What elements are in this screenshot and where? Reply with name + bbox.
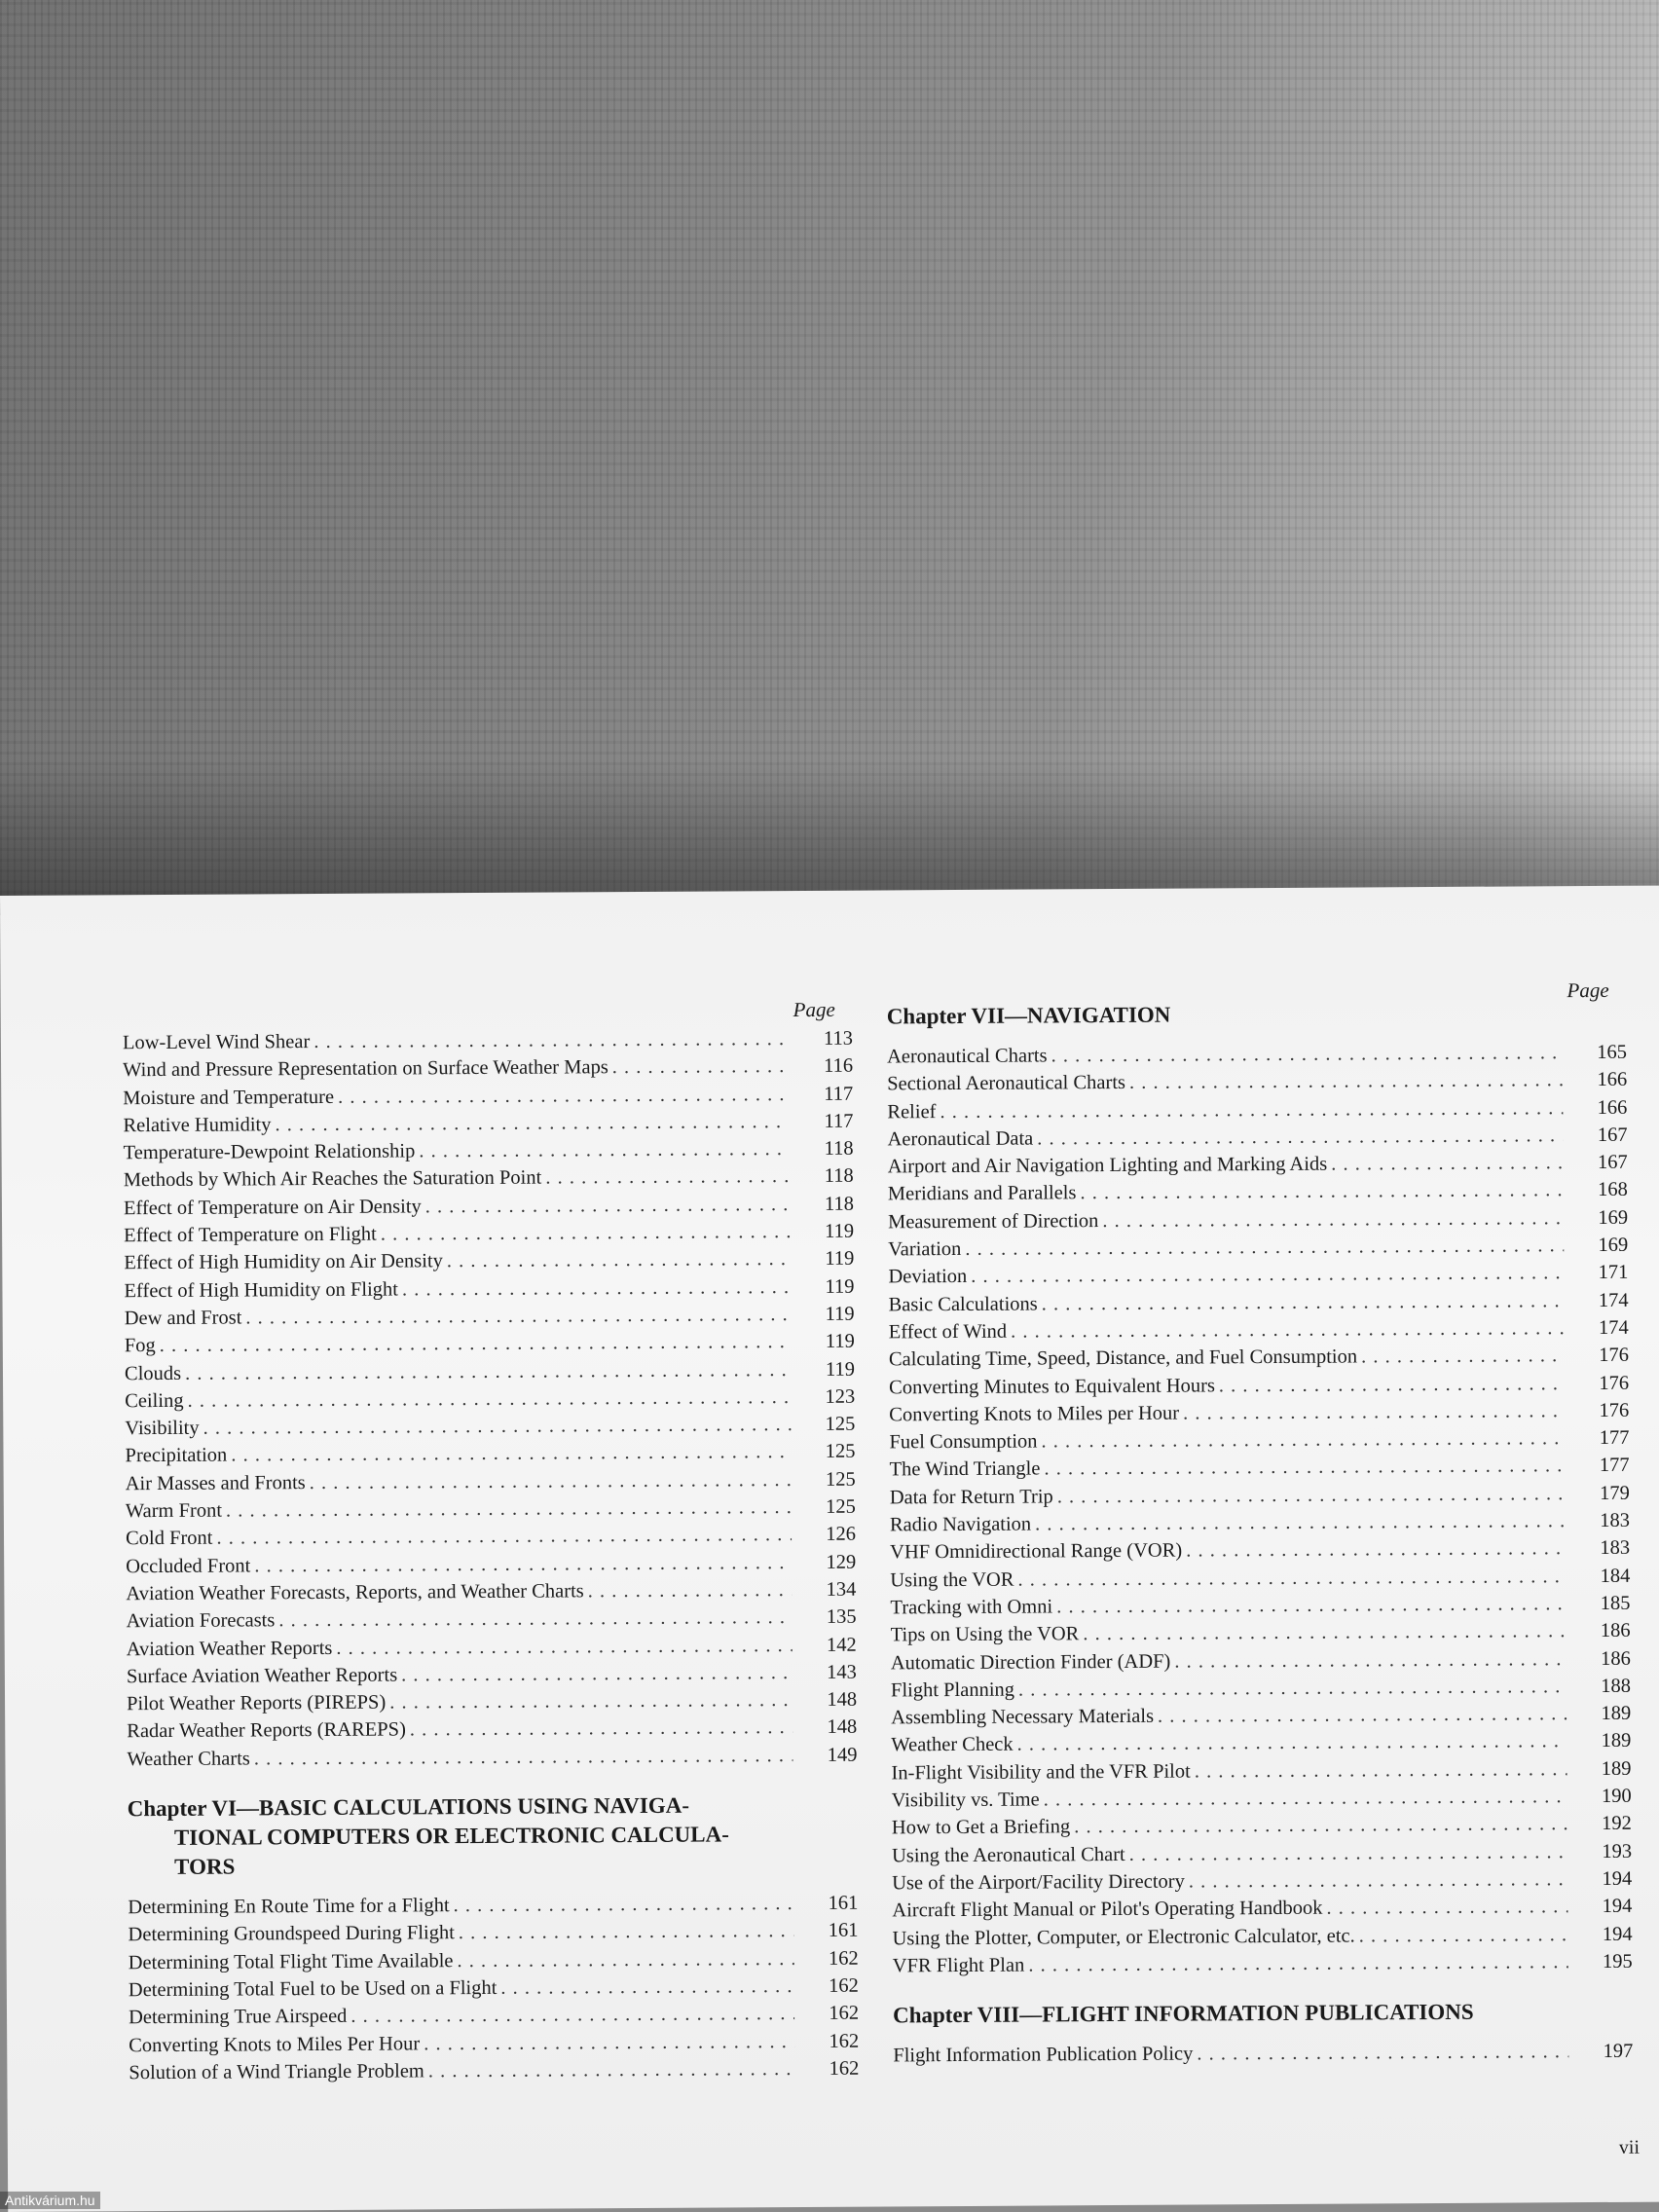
toc-entry	[127, 1741, 857, 1773]
toc-entry-page: 165	[1597, 1041, 1628, 1063]
page-column-header: Page	[1567, 977, 1609, 1003]
toc-entry-page: 194	[1602, 1867, 1633, 1890]
toc-entry-page: 125	[825, 1413, 856, 1435]
toc-entry-title: Effect of Temperature on Air Density	[123, 1196, 422, 1220]
toc-list-weather	[123, 1025, 858, 1774]
toc-entry-page: 195	[1602, 1950, 1633, 1972]
toc-entry	[123, 1080, 853, 1112]
toc-entry	[891, 1727, 1631, 1759]
toc-entry-page: 174	[1598, 1289, 1629, 1311]
toc-entry	[125, 1383, 855, 1416]
toc-entry-title: Determining Total Flight Time Available	[128, 1949, 454, 1973]
chapter-vii-heading: Chapter VII—NAVIGATION	[886, 1002, 1171, 1029]
toc-entry-title: Moisture and Temperature	[123, 1086, 335, 1109]
toc-entry	[892, 1783, 1632, 1815]
toc-entry-page: 177	[1599, 1426, 1630, 1450]
toc-entry	[891, 1700, 1631, 1732]
toc-entry-title: Meridians and Parallels	[887, 1182, 1077, 1205]
toc-entry-page: 125	[825, 1468, 856, 1491]
toc-entry-page: 188	[1601, 1675, 1632, 1697]
toc-entry	[887, 1093, 1627, 1125]
dot-leader	[1017, 1728, 1567, 1759]
dot-leader	[454, 1890, 794, 1919]
dot-leader	[1359, 1921, 1568, 1950]
toc-entry-page: 162	[829, 1974, 859, 1997]
toc-entry-title: Flight Planning	[890, 1678, 1015, 1702]
toc-entry-title: Tracking with Omni	[890, 1596, 1053, 1619]
toc-list-chapter-vii	[887, 1039, 1633, 1980]
dot-leader	[410, 1714, 793, 1744]
dot-leader	[338, 1081, 789, 1111]
toc-entry-title: VHF Omnidirectional Range (VOR)	[890, 1539, 1183, 1564]
toc-entry-page: 192	[1602, 1813, 1632, 1835]
toc-entry-page: 125	[826, 1495, 856, 1518]
dot-leader	[1037, 1122, 1563, 1153]
toc-entry	[123, 1052, 853, 1085]
toc-entry-page: 194	[1602, 1923, 1633, 1945]
toc-left-column	[123, 998, 860, 2087]
toc-entry	[893, 2038, 1633, 2070]
dot-leader	[612, 1052, 789, 1081]
toc-entry-title: Relative Humidity	[123, 1114, 272, 1137]
dot-leader	[1189, 1865, 1568, 1896]
dot-leader	[1051, 1039, 1563, 1070]
dot-leader	[1056, 1590, 1566, 1620]
toc-entry-page: 189	[1601, 1730, 1632, 1752]
toc-entry-title: Assembling Necessary Materials	[891, 1705, 1155, 1729]
toc-entry	[892, 1810, 1632, 1842]
toc-entry	[887, 1066, 1627, 1098]
toc-entry-title: Determining Groundspeed During Flight	[128, 1922, 455, 1946]
toc-entry-page: 171	[1598, 1262, 1629, 1284]
toc-entry-title: Flight Information Publication Policy	[893, 2043, 1194, 2067]
toc-entry	[126, 1548, 856, 1580]
toc-entry-title: Basic Calculations	[888, 1293, 1038, 1316]
toc-entry-page: 183	[1600, 1509, 1631, 1532]
toc-entry-title: Dew and Frost	[124, 1307, 242, 1330]
toc-entry	[129, 1944, 859, 1976]
toc-entry-title: How to Get a Briefing	[891, 1816, 1071, 1839]
dot-leader	[1326, 1893, 1567, 1922]
toc-entry	[123, 1108, 853, 1140]
toc-entry-title: Effect of Temperature on Flight	[124, 1223, 377, 1247]
toc-entry-title: Pilot Weather Reports (PIREPS)	[127, 1691, 387, 1715]
dot-leader	[1044, 1783, 1567, 1814]
dot-leader	[275, 1108, 789, 1139]
toc-entry-page: 143	[827, 1661, 857, 1683]
toc-entry	[128, 1890, 858, 1922]
dot-leader	[1044, 1453, 1565, 1484]
dot-leader	[419, 1135, 789, 1165]
toc-entry	[891, 1755, 1631, 1788]
toc-entry-title: Effect of High Humidity on Air Density	[124, 1250, 443, 1274]
toc-entry	[126, 1493, 856, 1526]
toc-entry-title: Relief	[887, 1100, 937, 1124]
page-column-header: Page	[793, 997, 835, 1022]
toc-entry-title: Aviation Weather Forecasts, Reports, and Weather Charts	[126, 1580, 584, 1605]
toc-entry	[129, 2000, 859, 2032]
dot-leader	[313, 1025, 789, 1055]
toc-entry	[129, 2054, 859, 2086]
toc-entry	[125, 1328, 855, 1360]
toc-entry	[123, 1025, 853, 1057]
toc-entry-title: In-Flight Visibility and the VFR Pilot	[891, 1760, 1191, 1785]
toc-entry	[124, 1190, 854, 1222]
toc-entry-page: 119	[825, 1330, 855, 1353]
toc-entry-page: 184	[1600, 1565, 1631, 1587]
dot-leader	[940, 1094, 1563, 1125]
dot-leader	[1080, 1177, 1564, 1207]
dot-leader	[1158, 1700, 1567, 1730]
toc-entry-title: Calculating Time, Speed, Distance, and Fuel Consumption	[888, 1346, 1358, 1371]
dot-leader	[1129, 1838, 1567, 1868]
toc-entry-title: Automatic Direction Finder (ADF)	[890, 1650, 1171, 1674]
dot-leader	[1183, 1397, 1565, 1427]
toc-entry	[125, 1438, 855, 1470]
toc-entry-page: 169	[1598, 1206, 1629, 1229]
toc-entry-page: 148	[827, 1688, 858, 1711]
dot-leader	[965, 1232, 1564, 1263]
toc-entry-title: Sectional Aeronautical Charts	[887, 1072, 1126, 1095]
toc-entry-title: Clouds	[124, 1362, 182, 1384]
dot-leader	[1331, 1149, 1564, 1178]
dot-leader	[402, 1273, 791, 1304]
dot-leader	[1074, 1810, 1567, 1840]
dot-leader	[428, 2055, 795, 2085]
toc-list-chapter-vi	[128, 1890, 859, 2087]
toc-entry-title: Converting Minutes to Equivalent Hours	[889, 1374, 1215, 1398]
toc-entry-title: Occluded Front	[126, 1555, 251, 1577]
dot-leader	[254, 1549, 792, 1580]
toc-entry	[128, 1917, 858, 1949]
toc-entry-page: 189	[1601, 1702, 1632, 1725]
toc-entry-page: 183	[1600, 1537, 1631, 1560]
toc-entry-page: 142	[826, 1634, 857, 1656]
toc-entry-page: 123	[825, 1385, 856, 1408]
toc-entry-title: Aircraft Flight Manual or Pilot's Operating Handbook	[892, 1897, 1323, 1922]
toc-entry-page: 177	[1599, 1455, 1630, 1477]
toc-entry	[125, 1301, 855, 1333]
toc-entry-title: Variation	[888, 1238, 962, 1261]
toc-entry-page: 194	[1602, 1895, 1633, 1918]
toc-entry-page: 176	[1599, 1345, 1629, 1367]
dot-leader	[545, 1163, 790, 1193]
toc-entry	[124, 1162, 854, 1195]
toc-entry-title: Fog	[124, 1335, 156, 1357]
dot-leader	[1219, 1370, 1565, 1399]
dot-leader	[500, 1972, 794, 2002]
toc-entry	[126, 1465, 856, 1497]
toc-entry-title: Visibility vs. Time	[891, 1788, 1040, 1812]
toc-entry-title: Fuel Consumption	[889, 1430, 1038, 1454]
dot-leader	[1174, 1645, 1567, 1676]
dot-leader	[216, 1521, 792, 1552]
toc-entry-title: Tips on Using the VOR	[890, 1623, 1080, 1646]
dot-leader	[457, 1945, 793, 1974]
toc-entry-page: 125	[825, 1441, 856, 1463]
dot-leader	[350, 2000, 794, 2030]
chapter-vi-line1: Chapter VI—BASIC CALCULATIONS USING NAVIGA-	[127, 1792, 690, 1822]
toc-entry	[892, 1837, 1632, 1869]
toc-entry	[127, 1631, 857, 1663]
toc-entry-title: Radio Navigation	[889, 1513, 1032, 1536]
dot-leader	[389, 1686, 793, 1716]
toc-entry-page: 167	[1597, 1151, 1628, 1174]
toc-entry-page: 161	[828, 1919, 859, 1942]
toc-entry	[893, 1948, 1633, 1980]
toc-entry-page: 148	[827, 1716, 858, 1739]
toc-entry-page: 129	[826, 1551, 857, 1573]
toc-entry-page: 186	[1600, 1647, 1631, 1670]
chapter-viii-heading: Chapter VIII—FLIGHT INFORMATION PUBLICATIONS	[892, 1999, 1474, 2028]
dot-leader	[231, 1439, 791, 1470]
dot-leader	[1186, 1535, 1566, 1566]
toc-entry-title: Cold Front	[125, 1528, 213, 1550]
dot-leader	[1195, 1755, 1567, 1786]
dot-leader	[447, 1245, 791, 1274]
toc-entry-page: 119	[825, 1275, 855, 1298]
toc-entry-title: The Wind Triangle	[889, 1457, 1041, 1481]
dot-leader	[1361, 1342, 1565, 1371]
dot-leader	[336, 1632, 793, 1662]
toc-entry-title: Aviation Forecasts	[126, 1609, 276, 1633]
toc-entry-page: 176	[1599, 1372, 1630, 1394]
toc-entry-title: Determining En Route Time for a Flight	[128, 1895, 450, 1919]
toc-entry-page: 197	[1603, 2040, 1634, 2063]
toc-entry-page: 135	[826, 1605, 857, 1629]
toc-entry-title: Visibility	[125, 1417, 200, 1440]
toc-entry-title: Effect of Wind	[888, 1320, 1008, 1344]
toc-entry	[892, 1893, 1632, 1925]
toc-entry-page: 166	[1597, 1096, 1628, 1119]
dot-leader	[310, 1466, 792, 1496]
toc-entry-title: Weather Check	[891, 1734, 1014, 1756]
toc-entry-title: Ceiling	[125, 1389, 184, 1413]
toc-entry-page: 166	[1597, 1069, 1628, 1091]
toc-entry-page: 167	[1597, 1124, 1628, 1146]
toc-entry-title: Use of the Airport/Facility Directory	[892, 1870, 1185, 1895]
toc-entry-title: Measurement of Direction	[887, 1209, 1099, 1234]
toc-entry-page: 116	[824, 1054, 854, 1078]
toc-entry-title: VFR Flight Plan	[892, 1954, 1025, 1977]
toc-entry-page: 118	[824, 1137, 854, 1161]
dot-leader	[1102, 1204, 1564, 1235]
toc-entry-title: Weather Charts	[127, 1748, 250, 1770]
toc-entry-title: Air Masses and Fronts	[125, 1471, 306, 1494]
dot-leader	[185, 1356, 791, 1387]
toc-entry	[126, 1521, 856, 1553]
toc-list-chapter-viii	[893, 2038, 1633, 2070]
dot-leader	[971, 1260, 1564, 1291]
toc-right-column	[887, 978, 1634, 2070]
toc-entry-page: 176	[1599, 1399, 1630, 1421]
toc-entry-page: 126	[826, 1523, 857, 1546]
toc-entry-title: Warm Front	[125, 1499, 223, 1523]
dot-leader	[1035, 1507, 1566, 1538]
toc-entry-title: Methods by Which Air Reaches the Saturation Point	[123, 1167, 542, 1192]
toc-entry-page: 174	[1598, 1316, 1629, 1339]
toc-entry	[124, 1218, 854, 1250]
toc-entry-title: Aeronautical Charts	[886, 1045, 1048, 1068]
toc-entry-title: Using the Plotter, Computer, or Electronic Calculator, etc.	[892, 1925, 1355, 1949]
toc-entry-page: 117	[824, 1110, 854, 1132]
toc-entry-title: Surface Aviation Weather Reports	[126, 1664, 398, 1688]
page-folio: vii	[1618, 2136, 1641, 2158]
dot-leader	[278, 1604, 792, 1635]
toc-entry	[124, 1245, 854, 1277]
dot-leader	[187, 1383, 791, 1415]
toc-entry-title: Airport and Air Navigation Lighting and Marking Aids	[887, 1153, 1328, 1178]
dot-leader	[459, 1917, 794, 1946]
dot-leader	[424, 2028, 794, 2058]
toc-entry-page: 119	[825, 1248, 855, 1271]
dot-leader	[1057, 1480, 1566, 1510]
chapter-vi-heading	[128, 1790, 859, 1883]
toc-entry-title: Determining Total Fuel to be Used on a Flight	[128, 1976, 498, 2002]
toc-entry-page: 118	[824, 1165, 854, 1188]
dot-leader	[254, 1742, 793, 1773]
toc-entry-page: 162	[829, 2030, 860, 2052]
toc-entry-page: 185	[1600, 1592, 1631, 1614]
toc-entry-page: 190	[1601, 1785, 1632, 1807]
chapter-vi-line2: TIONAL COMPUTERS OR ELECTRONIC CALCULA-	[173, 1822, 729, 1850]
dot-leader	[245, 1301, 790, 1332]
dot-leader	[1083, 1617, 1566, 1647]
toc-entry-page: 117	[824, 1083, 854, 1105]
toc-entry-title: Using the VOR	[890, 1568, 1014, 1592]
dot-leader	[1042, 1287, 1565, 1318]
dot-leader	[381, 1218, 790, 1248]
toc-entry-page: 119	[825, 1220, 855, 1242]
toc-entry	[892, 1920, 1632, 1952]
dot-leader	[203, 1411, 791, 1442]
toc-entry-title: Using the Aeronautical Chart	[891, 1843, 1125, 1867]
toc-entry-title: Solution of a Wind Triangle Problem	[129, 2060, 424, 2084]
toc-entry-title: Deviation	[888, 1266, 968, 1288]
toc-entry-page: 189	[1601, 1757, 1632, 1780]
toc-entry-title: Converting Knots to Miles Per Hour	[129, 2032, 421, 2056]
toc-entry	[124, 1135, 854, 1167]
toc-entry-page: 179	[1599, 1482, 1630, 1504]
toc-entry-page: 162	[828, 1947, 859, 1970]
dot-leader	[1011, 1314, 1565, 1346]
toc-entry-page: 113	[823, 1027, 853, 1050]
toc-entry	[127, 1686, 857, 1718]
dot-leader	[401, 1659, 793, 1689]
toc-entry	[126, 1604, 856, 1636]
dot-leader	[160, 1328, 791, 1359]
chapter-vi-line3: TORS	[174, 1854, 236, 1879]
toc-entry	[127, 1658, 857, 1690]
toc-entry-title: Precipitation	[125, 1445, 228, 1467]
toc-entry-title: Radar Weather Reports (RAREPS)	[127, 1718, 406, 1743]
toc-entry-title: Aeronautical Data	[887, 1127, 1034, 1151]
toc-entry-title: Aviation Weather Reports	[126, 1637, 333, 1660]
toc-entry	[126, 1576, 856, 1608]
dot-leader	[1129, 1066, 1563, 1096]
toc-entry-page: 168	[1598, 1179, 1628, 1201]
toc-entry	[125, 1411, 855, 1443]
toc-entry-page: 186	[1600, 1620, 1631, 1642]
toc-entry-page: 161	[828, 1892, 859, 1914]
toc-entry-title: Wind and Pressure Representation on Surface Weather Maps	[123, 1056, 608, 1082]
toc-entry-title: Temperature-Dewpoint Relationship	[123, 1140, 416, 1164]
toc-entry	[887, 1039, 1627, 1071]
toc-entry-page: 134	[826, 1578, 857, 1601]
toc-entry	[127, 1714, 857, 1746]
toc-entry	[124, 1272, 854, 1305]
toc-entry-page: 169	[1598, 1234, 1629, 1257]
toc-entry-page: 119	[825, 1358, 856, 1381]
toc-entry-page: 118	[824, 1193, 855, 1215]
toc-entry	[892, 1865, 1632, 1898]
dot-leader	[588, 1576, 793, 1605]
dot-leader	[1028, 1948, 1568, 1979]
toc-entry-page: 193	[1602, 1840, 1633, 1862]
toc-entry-title: Low-Level Wind Shear	[122, 1031, 311, 1054]
dot-leader	[1018, 1673, 1567, 1704]
dot-leader	[425, 1191, 790, 1221]
toc-entry-page: 162	[829, 2057, 860, 2080]
toc-entry-page: 162	[829, 2002, 860, 2025]
toc-entry-title: Converting Knots to Miles per Hour	[889, 1402, 1180, 1426]
dot-leader	[1041, 1424, 1565, 1456]
toc-entry-title: Effect of High Humidity on Flight	[124, 1278, 399, 1302]
dot-leader	[1197, 2038, 1568, 2068]
dot-leader	[226, 1493, 792, 1525]
toc-entry-page: 149	[827, 1744, 858, 1766]
toc-entry	[129, 1972, 859, 2005]
toc-entry-title: Determining True Airspeed	[128, 2006, 348, 2029]
toc-entry-title: Data for Return Trip	[889, 1486, 1053, 1509]
toc-page	[0, 886, 1659, 2212]
toc-entry	[125, 1355, 855, 1387]
toc-entry-page: 119	[825, 1303, 855, 1325]
toc-entry	[129, 2027, 859, 2059]
watermark: Antikvárium.hu	[0, 2192, 100, 2209]
dot-leader	[1017, 1563, 1566, 1594]
